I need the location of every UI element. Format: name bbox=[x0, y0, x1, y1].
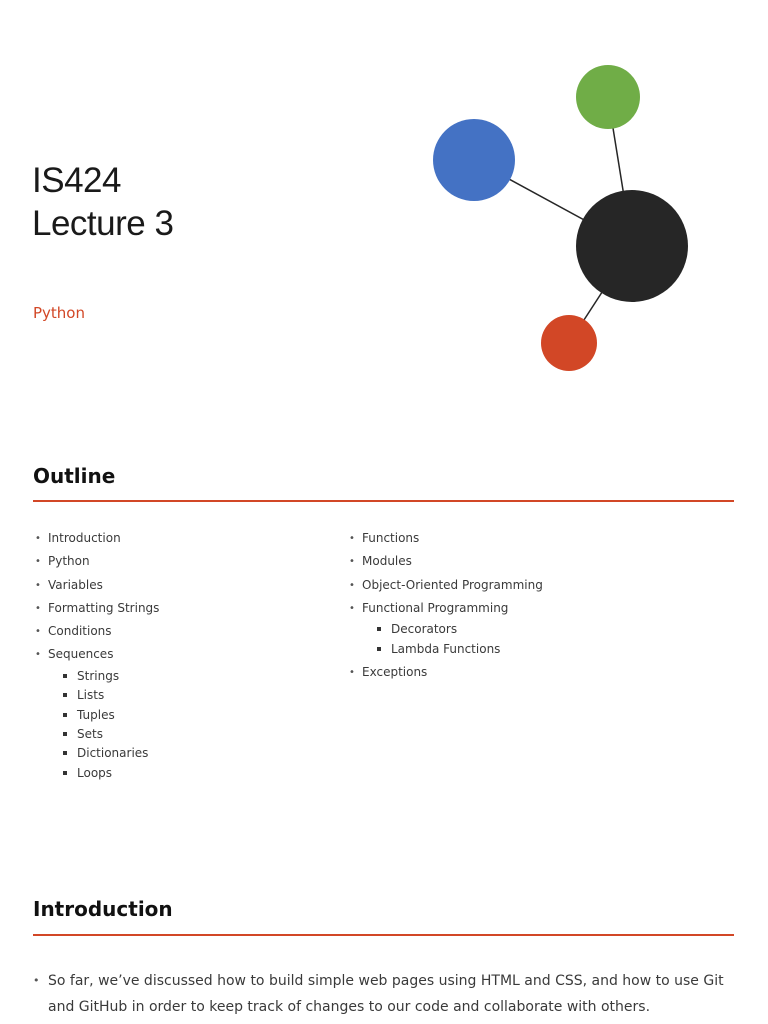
subtitle: Python bbox=[33, 304, 85, 322]
outline-item-label: Modules bbox=[362, 554, 412, 569]
introduction-paragraph-text: So far, we’ve discussed how to build simple web pages using HTML and CSS, and how to use Git and GitHub in order to keep track of changes to our code and collaborate with others. bbox=[48, 973, 724, 1015]
bullet-icon: • bbox=[349, 602, 355, 614]
outline-item-row bbox=[347, 527, 543, 550]
bullet-icon: • bbox=[35, 556, 41, 568]
outline-item-label: Formatting Strings bbox=[48, 600, 160, 615]
bullet-icon: • bbox=[35, 649, 41, 661]
outline-item-introduction bbox=[33, 527, 159, 550]
outline-item-functions bbox=[347, 527, 543, 550]
square-bullet-icon bbox=[377, 627, 381, 631]
outline-item-row bbox=[347, 661, 543, 684]
bullet-icon: • bbox=[33, 974, 40, 987]
outline-item-sequences bbox=[33, 643, 159, 783]
outline-subitem-label: Lambda Functions bbox=[391, 641, 501, 656]
green-circle bbox=[576, 65, 640, 129]
outline-item-row bbox=[347, 574, 543, 597]
square-bullet-icon bbox=[63, 732, 67, 736]
dark-circle bbox=[576, 190, 688, 302]
outline-item-python bbox=[33, 550, 159, 573]
outline-item-label: Object-Oriented Programming bbox=[362, 577, 543, 592]
introduction-heading: Introduction bbox=[33, 897, 173, 921]
bullet-icon: • bbox=[35, 579, 41, 591]
outline-subitem-strings bbox=[33, 667, 159, 686]
outline-item-label: Exceptions bbox=[362, 665, 428, 679]
outline-item-row bbox=[33, 527, 159, 550]
introduction-divider bbox=[33, 934, 734, 936]
outline-divider bbox=[33, 500, 734, 502]
bullet-icon: • bbox=[35, 602, 41, 614]
outline-item-formatting-strings bbox=[33, 597, 159, 620]
outline-item-row bbox=[33, 597, 159, 620]
outline-subitems bbox=[33, 667, 159, 783]
outline-subitem-decorators bbox=[347, 620, 543, 639]
title-line-lecture: Lecture 3 bbox=[32, 204, 174, 243]
bullet-icon: • bbox=[349, 533, 355, 544]
square-bullet-icon bbox=[377, 647, 381, 651]
outline-item-row bbox=[33, 643, 159, 666]
outline-subitem-label: Dictionaries bbox=[77, 746, 149, 761]
outline-item-label: Variables bbox=[48, 577, 103, 592]
outline-item-row bbox=[347, 597, 543, 620]
outline-subitem-label: Tuples bbox=[77, 707, 115, 722]
outline-item-conditions bbox=[33, 620, 159, 643]
outline-left-column bbox=[33, 527, 159, 785]
square-bullet-icon bbox=[63, 674, 67, 678]
bullet-icon: • bbox=[349, 579, 355, 591]
outline-subitem-lambda-functions bbox=[347, 640, 543, 659]
introduction-paragraph bbox=[33, 968, 738, 1020]
outline-item-modules bbox=[347, 550, 543, 573]
square-bullet-icon bbox=[63, 751, 67, 755]
bullet-icon: • bbox=[349, 667, 355, 678]
outline-item-label: Python bbox=[48, 554, 90, 569]
outline-subitem-sets bbox=[33, 725, 159, 744]
outline-subitem-lists bbox=[33, 686, 159, 705]
outline-item-exceptions bbox=[347, 661, 543, 684]
outline-subitem-loops bbox=[33, 764, 159, 783]
outline-item-label: Functional Programming bbox=[362, 600, 509, 615]
square-bullet-icon bbox=[63, 713, 67, 717]
outline-item-label: Sequences bbox=[48, 647, 114, 662]
square-bullet-icon bbox=[63, 693, 67, 697]
title-slide bbox=[0, 0, 768, 420]
outline-subitem-label: Sets bbox=[77, 727, 103, 741]
red-circle bbox=[541, 315, 597, 371]
outline-item-variables bbox=[33, 574, 159, 597]
outline-item-row bbox=[33, 620, 159, 643]
outline-right-column bbox=[347, 527, 543, 684]
square-bullet-icon bbox=[63, 771, 67, 775]
title-line-course: IS424 bbox=[32, 161, 121, 200]
outline-item-functional-programming bbox=[347, 597, 543, 659]
bullet-icon: • bbox=[349, 556, 355, 568]
outline-subitem-dictionaries bbox=[33, 744, 159, 763]
outline-subitem-label: Lists bbox=[77, 688, 105, 703]
outline-item-row bbox=[347, 550, 543, 573]
outline-subitem-label: Decorators bbox=[391, 622, 458, 637]
outline-item-label: Introduction bbox=[48, 531, 121, 545]
outline-item-row bbox=[33, 574, 159, 597]
outline-subitem-tuples bbox=[33, 706, 159, 725]
outline-subitem-label: Loops bbox=[77, 765, 113, 780]
outline-subitems bbox=[347, 620, 543, 659]
bullet-icon: • bbox=[35, 626, 41, 638]
outline-item-label: Functions bbox=[362, 531, 420, 545]
outline-heading: Outline bbox=[33, 464, 116, 488]
bullet-icon: • bbox=[35, 533, 41, 544]
outline-item-row bbox=[33, 550, 159, 573]
outline-item-label: Conditions bbox=[48, 624, 112, 639]
outline-subitem-label: Strings bbox=[77, 668, 120, 683]
outline-item-object-oriented-programming bbox=[347, 574, 543, 597]
blue-circle bbox=[433, 119, 515, 201]
